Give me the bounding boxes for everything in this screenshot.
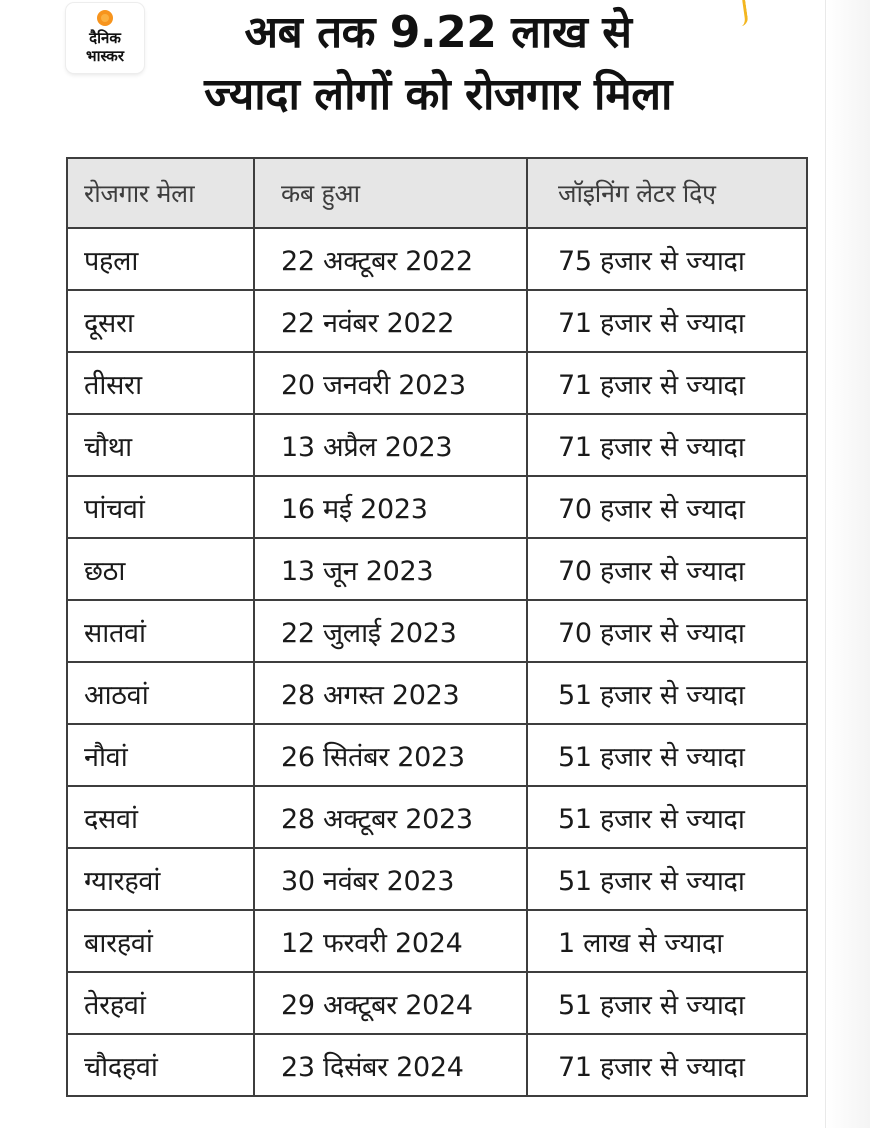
cell-mela: दूसरा (67, 290, 254, 352)
cell-letters: 51 हजार से ज्यादा (527, 972, 807, 1034)
cell-letters: 51 हजार से ज्यादा (527, 662, 807, 724)
headline-line-2: ज्यादा लोगों को रोजगार मिला (204, 69, 672, 120)
cell-date: 20 जनवरी 2023 (254, 352, 527, 414)
table-header-row (67, 158, 807, 228)
cell-mela: तेरहवां (67, 972, 254, 1034)
cell-date: 22 अक्टूबर 2022 (254, 228, 527, 290)
header-joining-letter: जॉइनिंग लेटर दिए (527, 158, 807, 228)
cell-date: 22 जुलाई 2023 (254, 600, 527, 662)
cell-date: 28 अक्टूबर 2023 (254, 786, 527, 848)
cell-date: 23 दिसंबर 2024 (254, 1034, 527, 1096)
headline (108, 2, 768, 126)
table-row (67, 414, 807, 476)
table-row (67, 476, 807, 538)
table-row (67, 352, 807, 414)
table-row (67, 600, 807, 662)
cell-letters: 70 हजार से ज्यादा (527, 600, 807, 662)
table-row (67, 724, 807, 786)
cell-letters: 71 हजार से ज्यादा (527, 1034, 807, 1096)
cell-mela: नौवां (67, 724, 254, 786)
cell-mela: ग्यारहवां (67, 848, 254, 910)
table-row (67, 786, 807, 848)
cell-letters: 75 हजार से ज्यादा (527, 228, 807, 290)
cell-date: 22 नवंबर 2022 (254, 290, 527, 352)
cell-mela: सातवां (67, 600, 254, 662)
cell-mela: दसवां (67, 786, 254, 848)
cell-mela: तीसरा (67, 352, 254, 414)
cell-mela: आठवां (67, 662, 254, 724)
cell-date: 13 जून 2023 (254, 538, 527, 600)
table-row (67, 228, 807, 290)
cell-letters: 71 हजार से ज्यादा (527, 352, 807, 414)
table-row (67, 910, 807, 972)
page-edge (825, 0, 870, 1128)
table-row (67, 848, 807, 910)
rojgar-mela-table (66, 157, 808, 1097)
cell-letters: 71 हजार से ज्यादा (527, 290, 807, 352)
cell-letters: 70 हजार से ज्यादा (527, 476, 807, 538)
cell-mela: पांचवां (67, 476, 254, 538)
table-body (67, 228, 807, 1096)
table-row (67, 662, 807, 724)
header-kab-hua: कब हुआ (254, 158, 527, 228)
table-row (67, 290, 807, 352)
header-rojgar-mela: रोजगार मेला (67, 158, 254, 228)
cell-letters: 51 हजार से ज्यादा (527, 786, 807, 848)
cell-date: 30 नवंबर 2023 (254, 848, 527, 910)
table-row (67, 972, 807, 1034)
headline-line-1: अब तक 9.22 लाख से (244, 7, 632, 58)
cell-letters: 51 हजार से ज्यादा (527, 724, 807, 786)
table-row (67, 1034, 807, 1096)
cell-letters: 71 हजार से ज्यादा (527, 414, 807, 476)
cell-date: 28 अगस्त 2023 (254, 662, 527, 724)
cell-letters: 51 हजार से ज्यादा (527, 848, 807, 910)
logo-line-2: भास्कर (86, 47, 124, 65)
table-row (67, 538, 807, 600)
logo-line-1: दैनिक (89, 29, 121, 47)
cell-mela: चौदहवां (67, 1034, 254, 1096)
cell-letters: 70 हजार से ज्यादा (527, 538, 807, 600)
cell-date: 13 अप्रैल 2023 (254, 414, 527, 476)
cell-letters: 1 लाख से ज्यादा (527, 910, 807, 972)
cell-date: 26 सितंबर 2023 (254, 724, 527, 786)
cell-date: 29 अक्टूबर 2024 (254, 972, 527, 1034)
cell-mela: पहला (67, 228, 254, 290)
cell-mela: बारहवां (67, 910, 254, 972)
cell-mela: चौथा (67, 414, 254, 476)
cell-date: 12 फरवरी 2024 (254, 910, 527, 972)
cell-mela: छठा (67, 538, 254, 600)
cell-date: 16 मई 2023 (254, 476, 527, 538)
